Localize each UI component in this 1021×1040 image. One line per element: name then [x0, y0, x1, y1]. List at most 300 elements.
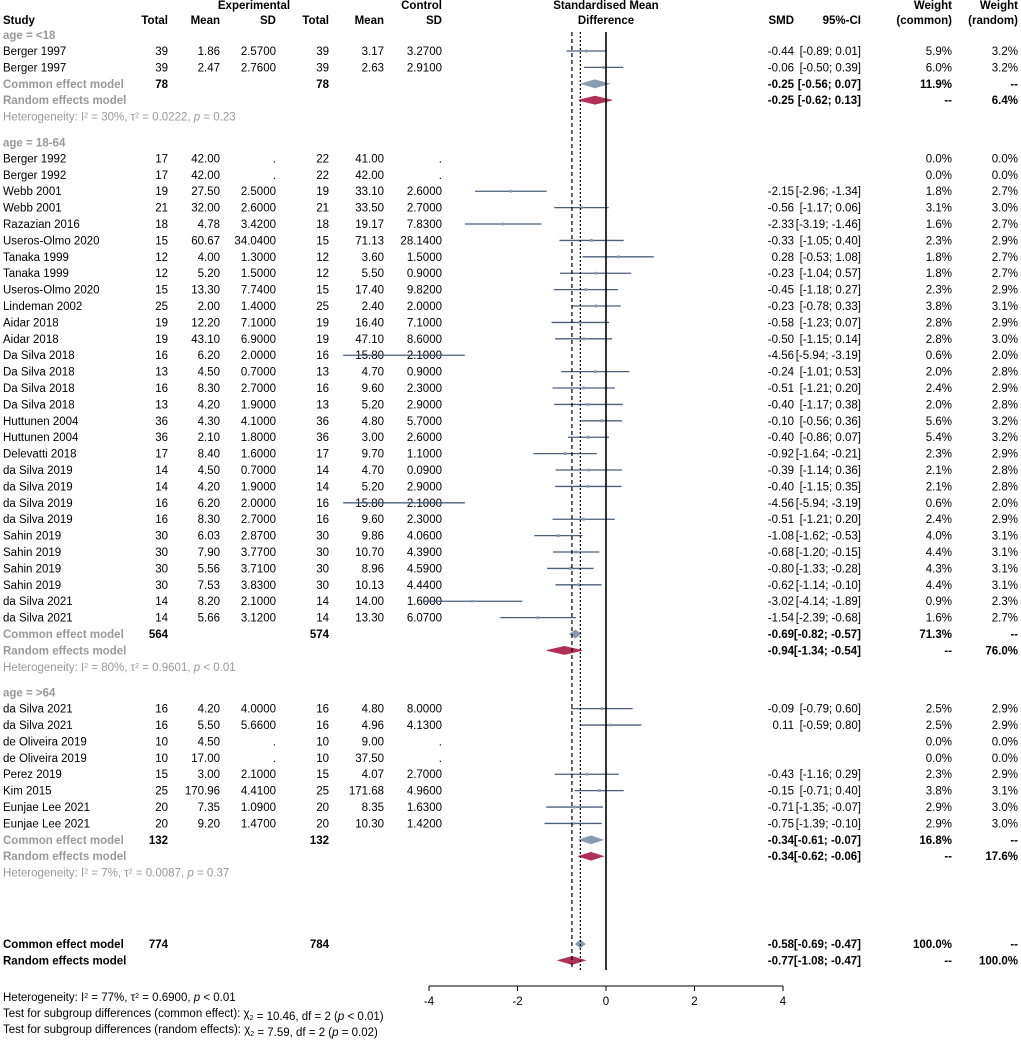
exp-mean: 8.30	[197, 383, 220, 396]
ctrl-sd: 1.6000	[406, 596, 442, 609]
subgroup-heterogeneity: Heterogeneity: $I^2 = 7\%$, $\tau^2 = 0.0087$, p = 0.37	[3, 867, 230, 880]
smd-value: -0.92	[767, 448, 794, 461]
header-ci: 95%-CI	[822, 15, 861, 27]
study-label: da Silva 2019	[3, 465, 73, 478]
weight-random-value: 2.8%	[991, 366, 1018, 379]
exp-sd: 6.9000	[240, 333, 276, 346]
exp-sd: 3.1200	[240, 612, 276, 625]
weight-random-value: 2.7%	[991, 612, 1018, 625]
exp-mean: 2.00	[197, 301, 220, 314]
point-estimate	[403, 502, 405, 504]
exp-sd: 3.4200	[240, 219, 276, 232]
smd-value: -0.77	[767, 955, 794, 968]
smd-value: -2.15	[767, 186, 794, 199]
ci-value: [-5.94; -3.19]	[795, 497, 861, 510]
exp-sd: 1.6000	[240, 448, 276, 461]
weight-random-value: 2.9%	[991, 235, 1018, 248]
exp-total: 19	[155, 186, 168, 199]
exp-total: 16	[155, 383, 168, 396]
exp-mean: 43.10	[191, 333, 220, 346]
exp-mean: 6.20	[197, 497, 220, 510]
subgroup-heterogeneity: Heterogeneity: $I^2 = 30\%$, $\tau^2 = 0.0222$, p = 0.23	[3, 111, 236, 124]
smd-value: -1.54	[767, 612, 794, 625]
weight-random-value: 2.8%	[991, 481, 1018, 494]
subgroup-label: age = >64	[3, 687, 56, 700]
exp-sd: 1.9000	[240, 481, 276, 494]
weight-random-value: 2.9%	[991, 284, 1018, 297]
ctrl-total: 14	[316, 465, 329, 478]
weight-random-value: 2.9%	[991, 448, 1018, 461]
exp-mean: 170.96	[184, 785, 220, 798]
point-estimate	[602, 66, 605, 69]
header-col-0: Total	[141, 15, 168, 27]
smd-value: -0.69	[767, 629, 794, 642]
ci-value: [-1.15; 0.35]	[799, 481, 861, 494]
study-label: Delevatti 2018	[3, 448, 77, 461]
ci-value: [-0.89; 0.01]	[799, 46, 861, 58]
weight-common-value: 100.0%	[912, 939, 952, 951]
exp-sd: 1.5000	[240, 268, 276, 281]
ctrl-total: 16	[316, 720, 329, 733]
weight-common-value: 1.8%	[925, 251, 952, 264]
subgroup-random-diamond	[547, 646, 582, 654]
exp-mean: 5.56	[197, 563, 220, 576]
ctrl-mean: 5.20	[361, 399, 384, 412]
smd-value: -0.25	[767, 95, 794, 108]
study-label: Lindeman 2002	[3, 301, 83, 314]
ctrl-sd: .	[438, 736, 442, 749]
ctrl-sd: 4.9600	[406, 785, 442, 798]
header-weight-common-sub: (common)	[896, 15, 952, 27]
exp-sd: 2.1000	[240, 596, 276, 609]
study-label: da Silva 2019	[3, 514, 73, 527]
exp-mean: 6.20	[197, 350, 220, 363]
exp-total: 20	[155, 802, 168, 815]
exp-total: 13	[155, 366, 168, 379]
study-label: Da Silva 2018	[3, 399, 75, 412]
ctrl-mean: 9.60	[361, 383, 384, 396]
weight-random-value: --	[1010, 78, 1018, 91]
ctrl-sd: 2.0000	[406, 301, 442, 314]
ci-value: [-1.05; 0.40]	[799, 235, 861, 248]
exp-mean: 8.30	[197, 514, 220, 527]
ctrl-total: 17	[316, 448, 329, 461]
study-label: Perez 2019	[3, 769, 62, 782]
exp-mean: 17.00	[191, 752, 220, 765]
ci-value: [-4.14; -1.89]	[795, 596, 861, 609]
weight-common-value: 1.6%	[925, 219, 952, 232]
ctrl-sd: .	[438, 169, 442, 182]
ci-value: [-2.96; -1.34]	[795, 186, 861, 199]
ci-value: [-0.53; 1.08]	[799, 251, 861, 264]
footnote: Test for subgroup differences (common effect): $\chi_2 = 10.46$, df = 2 (p < 0.01)	[3, 1008, 384, 1023]
weight-common-value: 2.4%	[925, 383, 952, 396]
smd-value: -4.56	[767, 350, 794, 363]
exp-mean: 5.20	[197, 268, 220, 281]
ctrl-sd: 2.7000	[406, 202, 442, 215]
ci-value: [-0.50; 0.39]	[799, 62, 861, 75]
ctrl-total: 39	[316, 62, 329, 75]
ctrl-sd: 1.6300	[406, 802, 442, 815]
weight-random-value: 2.9%	[991, 769, 1018, 782]
point-estimate	[609, 724, 612, 727]
exp-total: 19	[155, 317, 168, 330]
exp-total: 15	[155, 235, 168, 248]
ctrl-total: 19	[316, 317, 329, 330]
weight-random-value: 3.1%	[991, 785, 1018, 798]
ci-value: [-1.21; 0.20]	[799, 383, 861, 396]
exp-mean: 4.50	[197, 736, 220, 749]
header-col-5: SD	[426, 15, 442, 27]
ctrl-mean: 9.60	[361, 514, 384, 527]
weight-random-value: --	[1010, 834, 1018, 847]
ctrl-sd: .	[438, 752, 442, 765]
exp-total: 20	[155, 818, 168, 831]
point-estimate	[598, 789, 601, 792]
ctrl-total: 30	[316, 547, 329, 560]
smd-value: -0.25	[767, 78, 794, 91]
weight-random-value: 100.0%	[978, 955, 1018, 968]
exp-mean: 4.20	[197, 703, 220, 716]
smd-value: -0.33	[767, 235, 794, 248]
ci-value: [-1.17; 0.06]	[799, 202, 861, 215]
exp-total: 12	[155, 251, 168, 264]
ctrl-mean: 10.70	[355, 547, 384, 560]
exp-mean: 4.00	[197, 251, 220, 264]
study-label: Sahin 2019	[3, 579, 62, 592]
study-label: Sahin 2019	[3, 547, 62, 560]
ctrl-total: 25	[316, 301, 329, 314]
ci-value: [-0.71; 0.40]	[799, 785, 861, 798]
exp-mean: 6.03	[197, 530, 220, 543]
ctrl-mean: 9.00	[361, 736, 384, 749]
weight-common-value: 2.9%	[925, 802, 952, 815]
exp-sd: 2.0000	[240, 497, 276, 510]
weight-common-value: 16.8%	[919, 834, 952, 847]
ci-value: [-0.78; 0.33]	[799, 301, 861, 314]
weight-common-value: 2.3%	[925, 284, 952, 297]
exp-sd: 2.8700	[240, 530, 276, 543]
ctrl-total: 30	[316, 579, 329, 592]
exp-total: 39	[155, 46, 168, 58]
study-label: Kim 2015	[3, 785, 52, 798]
weight-common-value: 0.9%	[925, 596, 952, 609]
exp-total: 30	[155, 547, 168, 560]
subgroup-common-label: Common effect model	[3, 78, 124, 91]
exp-mean: 4.30	[197, 415, 220, 428]
smd-value: -0.68	[767, 547, 794, 560]
exp-mean: 60.67	[191, 235, 220, 248]
point-estimate	[471, 600, 473, 602]
subgroup-common-ctrl-total: 132	[309, 834, 329, 847]
exp-total: 17	[155, 153, 168, 166]
x-tick-label: -2	[512, 996, 523, 1008]
ctrl-sd: 8.6000	[406, 333, 442, 346]
ci-value: [-0.69; -0.47]	[793, 939, 861, 951]
ctrl-mean: 2.40	[361, 301, 384, 314]
ctrl-total: 39	[316, 46, 329, 58]
weight-common-value: 4.3%	[925, 563, 952, 576]
exp-sd: 2.1000	[240, 769, 276, 782]
weight-random-value: 17.6%	[985, 851, 1018, 864]
x-tick-label: 4	[779, 996, 787, 1008]
ci-value: [-1.14; -0.10]	[795, 579, 861, 592]
ctrl-mean: 4.80	[361, 703, 384, 716]
ctrl-mean: 10.13	[355, 579, 384, 592]
ctrl-sd: 2.3000	[406, 514, 442, 527]
study-label: Webb 2001	[3, 202, 62, 215]
ctrl-mean: 4.70	[361, 465, 384, 478]
study-label: Aidar 2018	[3, 333, 59, 346]
ci-value: [-0.79; 0.60]	[799, 703, 861, 716]
ci-value: [-1.15; 0.14]	[799, 333, 861, 346]
smd-value: -0.44	[767, 46, 794, 58]
ctrl-sd: 2.1000	[406, 497, 442, 510]
ctrl-total: 14	[316, 612, 329, 625]
ci-value: [-0.62; 0.13]	[797, 95, 861, 108]
ctrl-mean: 4.70	[361, 366, 384, 379]
study-label: Huttunen 2004	[3, 432, 79, 445]
point-estimate	[582, 518, 585, 521]
weight-random-value: 2.3%	[991, 596, 1018, 609]
smd-value: -0.40	[767, 481, 794, 494]
ctrl-sd: 2.3000	[406, 383, 442, 396]
smd-value: -0.75	[767, 818, 794, 831]
smd-value: -0.58	[767, 317, 794, 330]
study-label: de Oliveira 2019	[3, 752, 87, 765]
point-estimate	[585, 288, 588, 291]
study-label: Da Silva 2018	[3, 350, 75, 363]
ctrl-total: 18	[316, 219, 329, 232]
ci-value: [-1.35; -0.07]	[795, 802, 861, 815]
ci-value: [-2.39; -0.68]	[795, 612, 861, 625]
smd-value: -3.02	[767, 596, 794, 609]
exp-total: 17	[155, 448, 168, 461]
weight-random-value: 3.1%	[991, 563, 1018, 576]
study-label: Sahin 2019	[3, 530, 62, 543]
weight-common-value: 3.1%	[925, 202, 952, 215]
point-estimate	[617, 255, 620, 258]
subgroup-random-diamond	[579, 852, 604, 860]
exp-mean: 2.47	[197, 62, 220, 75]
exp-total: 15	[155, 769, 168, 782]
smd-value: -0.23	[767, 301, 794, 314]
smd-value: -0.40	[767, 432, 794, 445]
ctrl-sd: 5.7000	[406, 415, 442, 428]
exp-total: 39	[155, 62, 168, 75]
ci-value: [-0.82; -0.57]	[793, 629, 861, 642]
ci-value: [-1.18; 0.27]	[799, 284, 861, 297]
exp-total: 25	[155, 785, 168, 798]
weight-common-value: 2.3%	[925, 235, 952, 248]
exp-mean: 7.35	[197, 802, 220, 815]
study-label: Da Silva 2018	[3, 366, 75, 379]
exp-sd: 2.5000	[240, 186, 276, 199]
ci-value: [-1.08; -0.47]	[793, 955, 861, 968]
ctrl-sd: .	[438, 153, 442, 166]
ctrl-total: 10	[316, 752, 329, 765]
exp-sd: 1.3000	[240, 251, 276, 264]
weight-random-value: 3.1%	[991, 301, 1018, 314]
weight-common-value: 5.9%	[925, 46, 952, 58]
weight-random-value: 3.2%	[991, 46, 1018, 58]
ctrl-mean: 17.40	[355, 284, 384, 297]
exp-mean: 3.00	[197, 769, 220, 782]
weight-random-value: 2.0%	[991, 497, 1018, 510]
subgroup-common-exp-total: 78	[155, 78, 168, 91]
x-tick-label: -4	[423, 996, 435, 1008]
study-label: da Silva 2019	[3, 497, 73, 510]
study-label: Huttunen 2004	[3, 415, 79, 428]
ctrl-total: 30	[316, 563, 329, 576]
exp-sd: 3.7100	[240, 563, 276, 576]
ctrl-mean: 15.80	[355, 350, 384, 363]
ci-value: [-0.62; -0.06]	[793, 851, 861, 864]
exp-sd: 3.7700	[240, 547, 276, 560]
smd-value: -0.34	[767, 834, 794, 847]
ctrl-sd: 8.0000	[406, 703, 442, 716]
weight-common-value: 0.0%	[925, 153, 952, 166]
point-estimate	[577, 583, 580, 586]
header-weight-random-sub: (random)	[968, 15, 1018, 27]
ctrl-mean: 4.80	[361, 415, 384, 428]
weight-common-value: --	[944, 851, 952, 864]
ci-value: [-1.04; 0.57]	[799, 268, 861, 281]
exp-total: 14	[155, 596, 168, 609]
ci-value: [-0.86; 0.07]	[799, 432, 861, 445]
subgroup-random-label: Random effects model	[3, 851, 127, 864]
weight-common-value: --	[944, 645, 952, 658]
ctrl-sd: 2.6000	[406, 186, 442, 199]
point-estimate	[587, 436, 590, 439]
ctrl-mean: 9.70	[361, 448, 384, 461]
weight-common-value: 1.6%	[925, 612, 952, 625]
weight-random-value: 2.7%	[991, 186, 1018, 199]
weight-common-value: 2.4%	[925, 514, 952, 527]
exp-sd: .	[272, 169, 276, 182]
subgroup-random-label: Random effects model	[3, 645, 127, 658]
exp-total: 19	[155, 333, 168, 346]
subgroup-common-ctrl-total: 78	[316, 78, 329, 91]
x-tick-label: 2	[691, 996, 698, 1008]
weight-random-value: 3.1%	[991, 547, 1018, 560]
exp-mean: 13.30	[191, 284, 220, 297]
exp-sd: 2.0000	[240, 350, 276, 363]
point-estimate	[601, 707, 604, 710]
study-label: Berger 1992	[3, 153, 67, 166]
exp-mean: 1.86	[197, 46, 220, 58]
exp-mean: 7.53	[197, 579, 220, 592]
ctrl-total: 20	[316, 818, 329, 831]
weight-common-value: --	[944, 95, 952, 108]
ctrl-total: 16	[316, 703, 329, 716]
exp-mean: 12.20	[191, 317, 220, 330]
weight-random-value: 2.9%	[991, 383, 1018, 396]
smd-value: -0.15	[767, 785, 794, 798]
ctrl-total: 19	[316, 186, 329, 199]
study-label: da Silva 2021	[3, 596, 73, 609]
header-col-1: Mean	[190, 15, 220, 27]
weight-common-value: 2.3%	[925, 448, 952, 461]
ctrl-mean: 4.96	[361, 720, 384, 733]
footnote: Heterogeneity: $I^2 = 77\%$, $\tau^2 = 0.6900$, p < 0.01	[3, 992, 236, 1004]
exp-mean: 2.10	[197, 432, 220, 445]
ctrl-sd: 0.0900	[406, 465, 442, 478]
weight-common-value: 0.0%	[925, 736, 952, 749]
smd-value: -0.39	[767, 465, 794, 478]
exp-mean: 4.50	[197, 465, 220, 478]
ctrl-mean: 15.80	[355, 497, 384, 510]
ctrl-sd: 4.4400	[406, 579, 442, 592]
smd-value: -0.51	[767, 383, 794, 396]
study-label: Tanaka 1999	[3, 251, 69, 264]
weight-random-value: 2.0%	[991, 350, 1018, 363]
weight-common-value: 0.6%	[925, 497, 952, 510]
study-label: da Silva 2021	[3, 720, 73, 733]
subgroup-label: age = 18-64	[3, 137, 66, 150]
weight-common-value: 2.8%	[925, 333, 952, 346]
weight-common-value: 2.8%	[925, 317, 952, 330]
point-estimate	[594, 370, 597, 373]
ctrl-sd: 28.1400	[400, 235, 442, 248]
header-weight-common: Weight	[913, 0, 952, 12]
ctrl-total: 13	[316, 366, 329, 379]
weight-random-value: 2.7%	[991, 268, 1018, 281]
smd-value: -0.51	[767, 514, 794, 527]
weight-common-value: 2.1%	[925, 481, 952, 494]
weight-common-value: 0.6%	[925, 350, 952, 363]
ctrl-mean: 14.00	[355, 596, 384, 609]
weight-common-value: 11.9%	[920, 78, 952, 91]
ctrl-mean: 5.20	[361, 481, 384, 494]
weight-common-value: 2.5%	[925, 720, 952, 733]
weight-random-value: 3.1%	[991, 530, 1018, 543]
ctrl-total: 16	[316, 497, 329, 510]
exp-sd: 0.7000	[240, 366, 276, 379]
weight-common-value: 2.3%	[925, 769, 952, 782]
smd-value: -0.62	[767, 579, 794, 592]
ctrl-mean: 41.00	[355, 153, 384, 166]
exp-mean: 7.90	[197, 547, 220, 560]
point-estimate	[587, 485, 590, 488]
ctrl-mean: 33.50	[355, 202, 384, 215]
header-smd: SMD	[768, 15, 794, 27]
weight-random-value: 3.0%	[991, 818, 1018, 831]
ci-value: [-1.01; 0.53]	[799, 366, 861, 379]
exp-sd: 1.4000	[240, 301, 276, 314]
ci-value: [-0.59; 0.80]	[799, 720, 861, 733]
overall-common-label: Common effect model	[3, 939, 124, 951]
ctrl-sd: 2.9000	[406, 399, 442, 412]
exp-mean: 4.20	[197, 399, 220, 412]
exp-mean: 27.50	[191, 186, 220, 199]
study-label: Berger 1997	[3, 46, 67, 58]
smd-value: 0.28	[771, 251, 794, 264]
weight-random-value: 3.2%	[991, 415, 1018, 428]
ci-value: [-1.16; 0.29]	[799, 769, 861, 782]
ctrl-sd: 7.8300	[406, 219, 442, 232]
point-estimate	[403, 354, 405, 356]
smd-value: -2.33	[767, 219, 794, 232]
exp-total: 21	[155, 202, 168, 215]
ctrl-mean: 5.50	[361, 268, 384, 281]
point-estimate	[574, 551, 577, 554]
smd-value: -0.56	[767, 202, 794, 215]
exp-mean: 4.78	[197, 219, 220, 232]
weight-common-value: 0.0%	[925, 169, 952, 182]
ctrl-total: 15	[316, 235, 329, 248]
point-estimate	[586, 773, 589, 776]
